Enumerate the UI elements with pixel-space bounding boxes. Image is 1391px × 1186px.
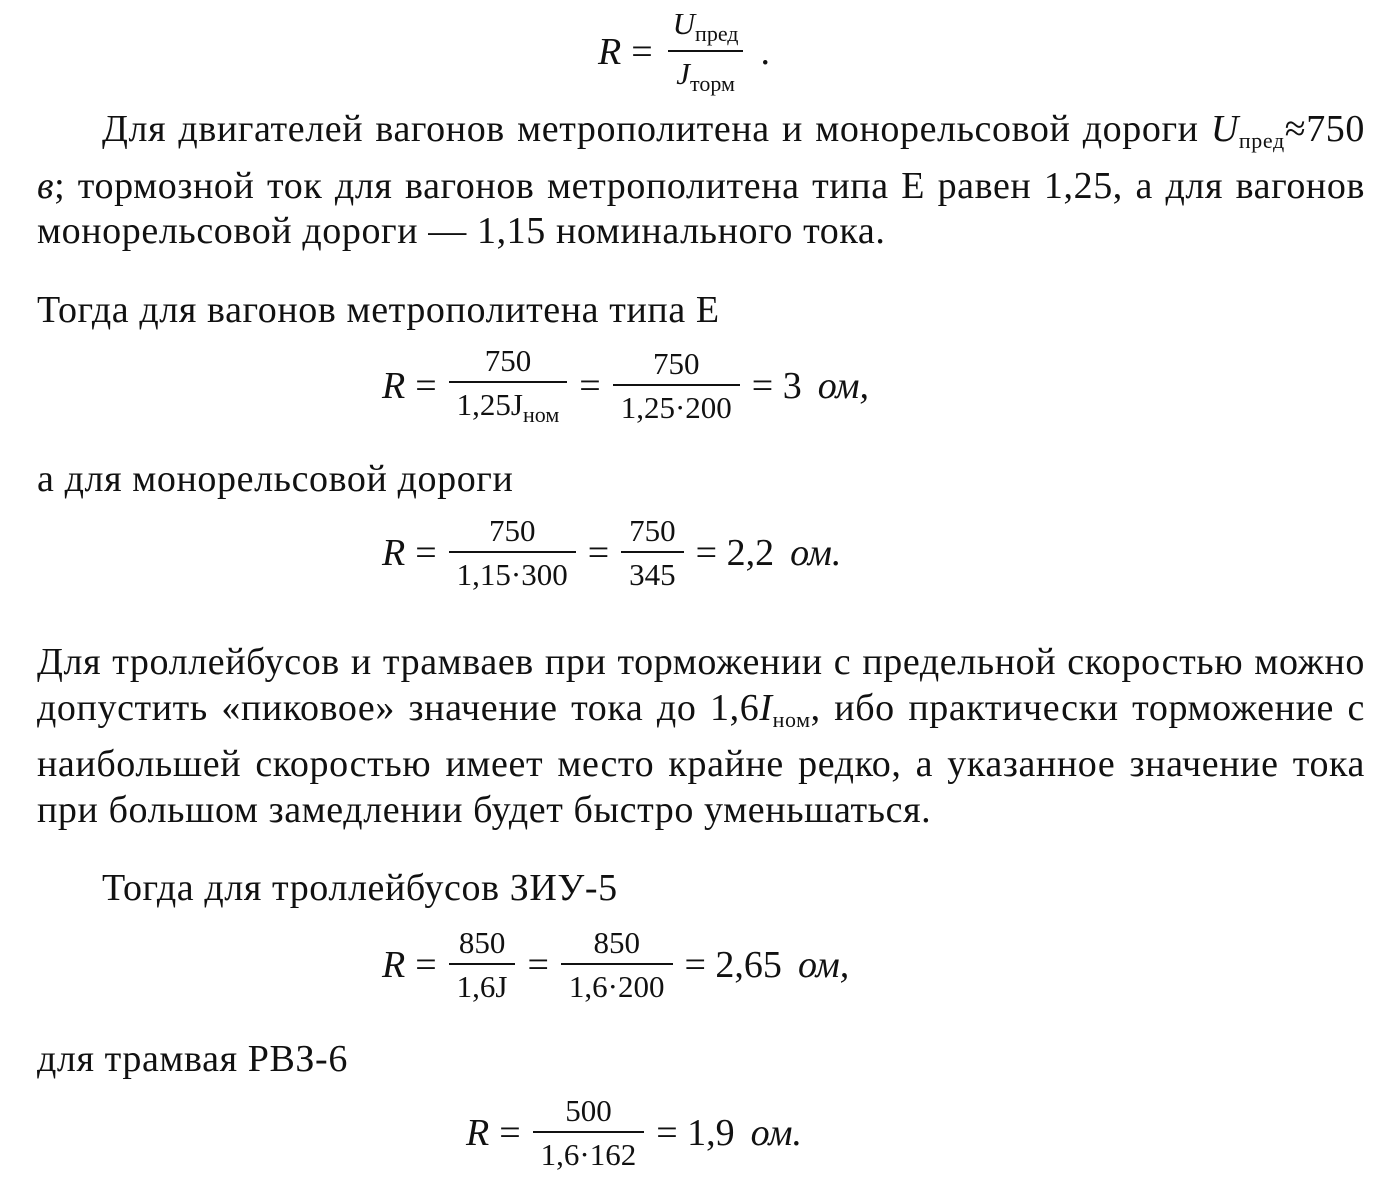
fraction: $\frac{850}{1,6J}$ bbox=[449, 927, 516, 1002]
fraction: $\frac{500}{1,6\cdot 162}$ bbox=[533, 1095, 645, 1170]
formula-lhs: R bbox=[598, 30, 622, 73]
paragraph-trolley-tram: Для троллейбусов и трамваев при торможении с предельной скоростью можно допустить «пиковое» значение тока до $1,6I_{ном}$, ибо практически торможение с наибольшей скоростью имеет место крайне редко, а указанное значение тока при большом замедлении будет быстро уменьшаться. bbox=[37, 641, 1365, 831]
fraction-denominator: $J_{торм}$ bbox=[668, 50, 743, 95]
paragraph-metro-mono: Для двигателей вагонов метрополитена и монорельсовой дороги $U_{пред}\approx 750$ в; тормозной ток для вагонов метрополитена типа Е равен 1,25, а для вагонов монорельсовой дороги — 1,15 номинального тока. bbox=[37, 108, 1365, 252]
fraction: $\frac{750}{345}$ bbox=[621, 515, 684, 590]
formula-monorail: R = $\frac{750}{1,15\cdot 300}$ = $\frac{750}{345}$ = 2,2 ом. bbox=[382, 513, 842, 592]
volt-unit: в bbox=[37, 164, 55, 207]
fraction: $\frac{750}{1,25J_{ном}}$ bbox=[449, 345, 568, 426]
voltage-symbol: U bbox=[1210, 108, 1239, 150]
formula-metro: R = $\frac{750}{1,25J_{ном}}$ = $\frac{750}{1,25\cdot 200}$ = 3 ом, bbox=[382, 343, 870, 427]
fraction: $\frac{750}{1,25\cdot 200}$ bbox=[613, 348, 740, 423]
voltage-subscript: пред bbox=[1238, 128, 1285, 153]
formula-tail: . bbox=[760, 30, 770, 73]
current-symbol: I bbox=[759, 686, 773, 729]
fraction-numerator: $U_{пред}$ bbox=[672, 6, 739, 46]
line-trolley-intro: Тогда для троллейбусов ЗИУ-5 bbox=[102, 867, 618, 909]
line-mono-intro: а для монорельсовой дороги bbox=[37, 458, 514, 500]
line-tram-intro: для трамвая РВЗ-6 bbox=[37, 1038, 348, 1080]
fraction: $\frac{750}{1,15\cdot 300}$ bbox=[449, 515, 576, 590]
equals-sign: = bbox=[631, 30, 653, 73]
formula-tram: R = $\frac{500}{1,6\cdot 162}$ = 1,9 ом. bbox=[466, 1093, 802, 1172]
formula-trolleybus: R = $\frac{850}{1,6J}$ = $\frac{850}{1,6\cdot 200}$ = 2,65 ом, bbox=[382, 925, 850, 1004]
fraction bbox=[665, 8, 747, 95]
current-subscript: ном bbox=[772, 706, 811, 732]
fraction: $\frac{850}{1,6\cdot 200}$ bbox=[561, 927, 673, 1002]
approx-value: ≈750 bbox=[1284, 108, 1365, 150]
formula-general-resistance bbox=[598, 8, 770, 95]
line-metro-intro: Тогда для вагонов метрополитена типа Е bbox=[37, 289, 720, 331]
